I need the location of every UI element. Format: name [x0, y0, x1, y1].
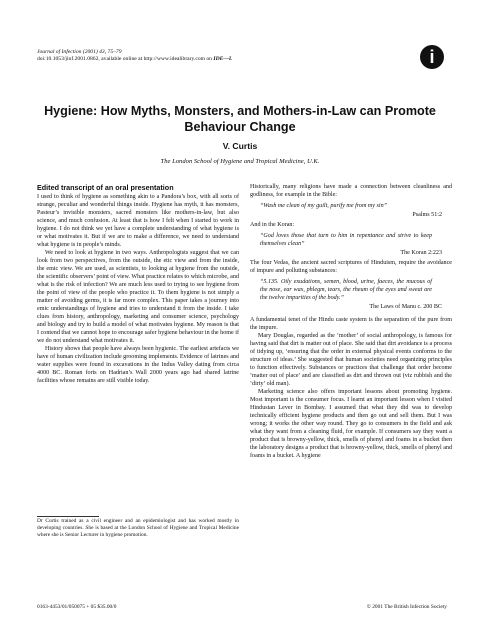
doi-line: [37, 56, 357, 63]
author-affiliation: The London School of Hygiene and Tropical Medicine, U.K.: [160, 158, 320, 165]
article-author: V. Curtis: [222, 141, 258, 151]
doi-text: doi:10.1053/jinf.2001.0862, available online at http://www.idealibrary.com on: [37, 56, 212, 62]
koran-quote: “God loves those that turn to him in repentance and strive to keep themselves clean”: [260, 233, 432, 247]
body-paragraph: We need to look at hygiene in two ways. Anthropologists suggest that we can look from two perspectives, from the outside, the etic view and from the inside, the emic view. We are used, as scientists, to looking at hygiene from the outside, the scientific observers’ point of view. What practice relates to which microbe, and what is the risk of infection? We are much less used to trying to see hygiene from the point of view of the people who practice it. To them hygiene is not simply a matter of avoiding germs, it is far more complex. This paper takes a journey into emic understandings of hygiene and tries to understand it from the inside. I take clues from history, anthropology, marketing and consumer science, psychology and biology and try to build a model of what motivates hygiene. My reason is that I contend that we cannot hope to encourage safer hygiene behaviour in the home if we do not understand what motivates it.: [37, 250, 239, 344]
quote-source: The Koran 2:223: [400, 250, 442, 256]
section-heading: Edited transcript of an oral presentation: [37, 183, 174, 192]
body-paragraph: The four Vedas, the ancient sacred scriptures of Hinduism, require the avoidance of impure and polluting substances:: [250, 260, 452, 274]
body-paragraph: Historically, many religions have made a connection between cleanliness and godliness, for example in the Bible:: [250, 184, 452, 198]
issn-code: 0163-4453/01/050075 + 05 $35.00/0: [37, 604, 117, 610]
body-paragraph: I used to think of hygiene as something akin to a Pandora’s box, with all sorts of strange, peculiar and wonderful things inside. Hygiene has myth, it has monsters, Pasteur’s invisible monsters, sacred monsters like mothers-in-law, but also science, and much confusion. At least that is how I felt when I started to work in hygiene. I do not think we yet have a complete understanding of what hygiene is or what motivates it. But if we are to make a difference, we need to understand what hygiene is in people’s minds.: [37, 194, 239, 248]
footnote-rule: [37, 516, 99, 517]
copyright-notice: © 2001 The British Infection Society: [366, 604, 447, 610]
article-title: Hygiene: How Myths, Monsters, and Mothers-in-Law can Promote Behaviour Change: [44, 104, 436, 134]
info-badge-icon: i: [420, 45, 444, 69]
author-footnote: Dr Curtis trained as a civil engineer and an epidemiologist and has worked mostly in developing countries. She is based at the London School of Hygiene and Tropical Medicine where she is Senior Lecturer in hygiene promotion.: [37, 518, 239, 538]
body-paragraph: A fundamental tenet of the Hindu caste system is the separation of the pure from the impure.: [250, 317, 452, 331]
vedas-quote: “5.135. Oily exudations, semen, blood, urine, faeces, the mucous of the nose, ear wax, phlegm, tears, the rheum of the eyes and sweat are the twelve impurities of the body.”: [260, 279, 432, 301]
journal-header: [37, 49, 357, 63]
journal-citation: Journal of Infection (2001) 43, 75–79: [37, 49, 122, 55]
bible-quote: “Wash me clean of my guilt, purify me from my sin”: [260, 203, 388, 209]
body-paragraph: And in the Koran:: [250, 222, 295, 228]
ideal-library-logo: IDE—L: [213, 56, 233, 62]
right-column: [250, 183, 452, 460]
body-paragraph: History shows that people have always been hygienic. The earliest artefacts we have of human civilization include grooming implements. Evidence of latrines and water supplies were found in excavations in the Indus Valley dating from circa 4000 BC. Roman forts on Hadrian’s Wall 2000 years ago had shared latrine facilities whose remains are still visible today.: [37, 346, 239, 384]
body-paragraph: Marketing science also offers important lessons about promoting hygiene. Most important is the consumer focus. I learnt an important lesson when I visited Hindustan Lever in Bombay. I assumed that what they did was to develop technically efficient hygiene products and then go out and sell them. But I was wrong; it works the other way round. They go to consumers in the field and ask what they want from a cleaning fluid, for example. If consumers say they want a product that is browny-yellow, thick, smells of phenyl and foams in a bucket then the laboratory designs a product that is browny-yellow, thick, smells of phenyl and foams in a bucket. A hygiene: [250, 389, 452, 459]
body-paragraph: Mary Douglas, regarded as the ‘mother’ of social anthropology, is famous for having said that dirt is matter out of place. She said that dirt avoidance is a process of tidying up, ‘ensuring that the order in external physical events conforms to the structure of ideas.’ She suggested that human societies need organizing principles to function effectively. Substances or practices that challenge that order become ‘matter out of place’ and are classified as dirt and thrown out (viz rubbish and the ‘dirty’ old man).: [250, 333, 452, 387]
page-footer: [37, 604, 447, 611]
left-column: [37, 183, 239, 385]
quote-source: Psalms 51:2: [412, 212, 442, 218]
quote-source: The Laws of Manu c. 200 BC: [369, 304, 442, 310]
